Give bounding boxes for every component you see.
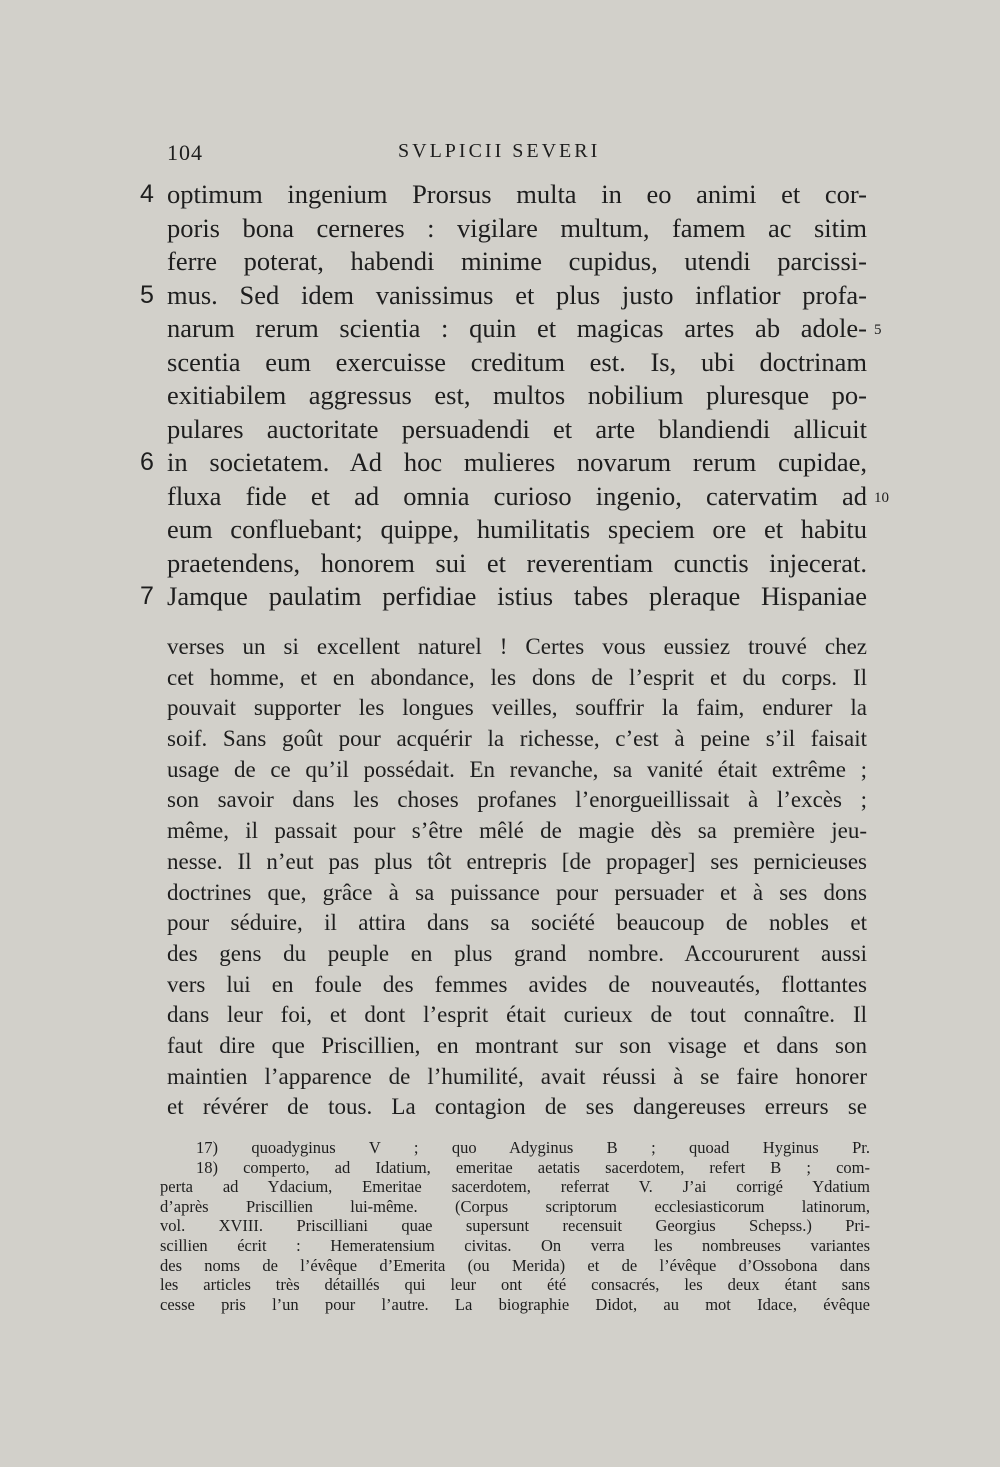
latin-line	[140, 178, 867, 212]
footnote-line: d’après Priscillien lui-même. (Corpus scriptorum ecclesiasticorum latinorum,	[160, 1196, 870, 1216]
latin-line	[167, 312, 882, 346]
latin-line-text: poris bona cerneres : vigilare multum, famem ac sitim	[167, 212, 867, 243]
french-line: vers lui en foule des femmes avides de nouveautés, flottantes	[167, 971, 867, 997]
footnotes-block	[160, 1138, 870, 1314]
margin-line-number: 5	[874, 322, 882, 338]
french-translation-block	[167, 632, 867, 1123]
latin-line	[167, 346, 867, 380]
footnote-line: vol. XVIII. Priscilliani quae supersunt recensuit Georgius Schepss.) Pri-	[160, 1216, 870, 1236]
latin-line-text: Jamque paulatim perfidiae istius tabes pleraque Hispaniae	[167, 581, 867, 611]
footnote-line: les articles très détaillés qui leur ont été consacrés, les deux étant sans	[160, 1275, 870, 1295]
french-line: cet homme, et en abondance, les dons de l’esprit et du corps. Il	[167, 664, 867, 690]
latin-line-text: exitiabilem aggressus est, multos nobilium pluresque po-	[167, 380, 867, 410]
section-number: 4	[140, 180, 154, 208]
latin-line-text: narum rerum scientia : quin et magicas artes ab adole-	[167, 313, 867, 343]
french-line: doctrines que, grâce à sa puissance pour persuader et à ses dons	[167, 879, 867, 905]
latin-line	[140, 279, 867, 313]
latin-line	[167, 413, 867, 447]
footnote-line: perta ad Ydacium, Emeritae sacerdotem, referrat V. J’ai corrigé Ydatium	[160, 1177, 870, 1197]
latin-line-text: optimum ingenium Prorsus multa in eo animi et cor-	[167, 179, 867, 209]
latin-line	[167, 245, 867, 279]
footnote-line: scillien écrit : Hemeratensium civitas. On verra les nombreuses variantes	[160, 1235, 870, 1255]
latin-line	[140, 446, 867, 480]
latin-line-text: ferre poterat, habendi minime cupidus, utendi parcissi-	[167, 246, 867, 276]
latin-line-text: pulares auctoritate persuadendi et arte blandiendi allicuit	[167, 413, 867, 444]
french-line: son savoir dans les choses profanes l’enorgueillissait à l’excès ;	[167, 787, 867, 813]
latin-line-text: mus. Sed idem vanissimus et plus justo inflatior profa-	[167, 279, 867, 310]
french-line: maintien l’apparence de l’humilité, avait réussi à se faire honorer	[167, 1063, 867, 1089]
footnote-line: des noms de l’évêque d’Emerita (ou Merida) et de l’évêque d’Ossobona dans	[160, 1255, 870, 1275]
french-line: pour séduire, il attira dans sa société beaucoup de nobles et	[167, 910, 867, 936]
latin-line	[167, 212, 867, 246]
latin-line-text: in societatem. Ad hoc mulieres novarum rerum cupidae,	[167, 447, 867, 477]
latin-line-text: praetendens, honorem sui et reverentiam cunctis injecerat.	[167, 547, 867, 578]
running-head: SVLPICII SEVERI	[398, 140, 601, 162]
footnote-line: cesse pris l’un pour l’autre. La biographie Didot, au mot Idace, évêque	[160, 1294, 870, 1314]
section-number: 7	[140, 582, 154, 610]
footnote-line: 18) comperto, ad Idatium, emeritae aetatis sacerdotem, refert B ; com-	[196, 1157, 870, 1177]
french-line: des gens du peuple en plus grand nombre. Accoururent aussi	[167, 940, 867, 966]
french-line: usage de ce qu’il possédait. En revanche, sa vanité était extrême ;	[167, 756, 867, 782]
french-line: pouvait supporter les longues veilles, souffrir la faim, endurer la	[167, 695, 867, 721]
french-line: verses un si excellent naturel ! Certes vous eussiez trouvé chez	[167, 634, 867, 659]
latin-line	[167, 513, 867, 547]
french-line: même, il passait pour s’être mêlé de magie dès sa première jeu-	[167, 818, 867, 844]
latin-line	[167, 379, 867, 413]
latin-line-text: eum confluebant; quippe, humilitatis speciem ore et habitu	[167, 514, 867, 544]
latin-line-text: fluxa fide et ad omnia curioso ingenio, catervatim ad	[167, 480, 867, 511]
latin-line-text: scentia eum exercuisse creditum est. Is, ubi doctrinam	[167, 346, 867, 377]
margin-line-number: 10	[874, 489, 889, 506]
french-line: soif. Sans goût pour acquérir la richesse, c’est à peine s’il faisait	[167, 726, 867, 752]
footnote-line: 17) quoadyginus V ; quo Adyginus B ; quoad Hyginus Pr.	[196, 1138, 870, 1157]
latin-line	[167, 547, 867, 581]
latin-line	[167, 480, 889, 514]
latin-line	[140, 580, 867, 614]
french-line: et révérer de tous. La contagion de ses dangereuses erreurs se	[167, 1094, 867, 1120]
latin-text-block	[140, 178, 889, 614]
french-line: nesse. Il n’eut pas plus tôt entrepris [de propager] ses pernicieuses	[167, 848, 867, 874]
section-number: 5	[140, 280, 154, 309]
page-number: 104	[167, 140, 203, 165]
french-line: dans leur foi, et dont l’esprit était curieux de tout connaître. Il	[167, 1002, 867, 1028]
french-line: faut dire que Priscillien, en montrant sur son visage et dans son	[167, 1032, 867, 1058]
section-number: 6	[140, 448, 154, 476]
